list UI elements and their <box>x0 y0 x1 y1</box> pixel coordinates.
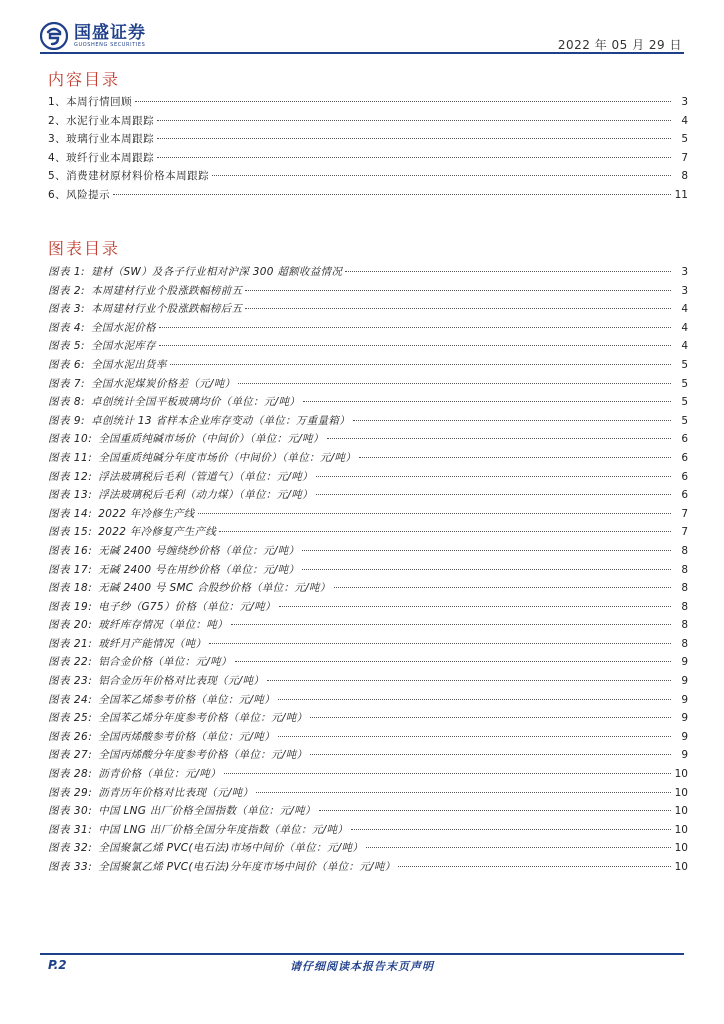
figure-title: 浮法玻璃税后毛利（管道气）（单位：元/吨） <box>98 470 313 483</box>
figure-title: 全国苯乙烯参考价格（单位：元/吨） <box>98 693 275 706</box>
figure-number: 图表 32: <box>48 842 93 855</box>
brand-name-en: GUOSHENG SECURITIES <box>74 41 146 48</box>
figure-entry[interactable] <box>48 673 688 692</box>
figure-number: 图表 13: <box>48 489 93 502</box>
figure-title: 铝合金历年价格对比表现（元/吨） <box>98 675 265 688</box>
figure-entry-label <box>48 394 300 409</box>
toc-entry[interactable] <box>48 94 688 113</box>
figure-entry[interactable] <box>48 301 688 320</box>
dot-leader <box>319 810 671 811</box>
dot-leader <box>245 308 671 309</box>
figure-number: 图表 19: <box>48 600 93 613</box>
figure-entry-label <box>48 301 242 316</box>
figure-entry[interactable] <box>48 692 688 711</box>
figure-number: 图表 16: <box>48 544 93 557</box>
dot-leader <box>135 101 671 102</box>
figure-entry[interactable] <box>48 599 688 618</box>
toc-entry[interactable] <box>48 187 688 206</box>
figure-title: 沥青历年价格对比表现（元/吨） <box>98 786 254 799</box>
figure-entry-label <box>48 840 363 855</box>
figure-entry-page: 7 <box>681 526 688 539</box>
dot-leader <box>159 345 671 346</box>
toc-entry[interactable] <box>48 131 688 150</box>
dot-leader <box>209 643 671 644</box>
figure-number: 图表 29: <box>48 786 93 799</box>
figure-entry[interactable] <box>48 469 688 488</box>
figure-title: 无碱 2400 号 SMC 合股纱价格（单位：元/吨） <box>98 582 331 595</box>
toc-entry[interactable] <box>48 150 688 169</box>
figure-title: 铝合金价格（单位：元/吨） <box>98 656 232 669</box>
dot-leader <box>398 866 671 867</box>
figure-entry-page: 8 <box>681 600 688 613</box>
figure-number: 图表 23: <box>48 675 93 688</box>
brand-name: 国盛证券 <box>74 22 146 43</box>
figure-title: 全国水泥价格 <box>91 321 156 334</box>
figure-entry-label <box>48 264 342 279</box>
dot-leader <box>327 438 671 439</box>
toc-entry-page: 8 <box>681 170 688 183</box>
contents-title: 内容目录 <box>48 70 121 90</box>
figure-entry[interactable] <box>48 822 688 841</box>
footer-disclaimer: 请仔细阅读本报告末页声明 <box>290 960 434 973</box>
figure-entry-page: 10 <box>674 805 688 818</box>
figure-number: 图表 30: <box>48 805 93 818</box>
dot-leader <box>359 457 671 458</box>
dot-leader <box>278 736 671 737</box>
figure-entry-page: 10 <box>674 786 688 799</box>
dot-leader <box>170 364 671 365</box>
figure-title: 2022 年冷修复产生产线 <box>98 526 217 539</box>
figure-title: 卓创统计 13 省样本企业库存变动（单位：万重量箱） <box>91 414 350 427</box>
page-header <box>0 0 724 60</box>
figure-entry-label <box>48 766 221 781</box>
figure-entry-label <box>48 785 253 800</box>
figure-title: 全国重质纯碱分年度市场价（中间价）（单位：元/吨） <box>98 451 357 464</box>
figure-title: 全国丙烯酸参考价格（单位：元/吨） <box>98 730 275 743</box>
figure-entry[interactable] <box>48 506 688 525</box>
dot-leader <box>235 661 671 662</box>
figure-number: 图表 26: <box>48 730 93 743</box>
figure-number: 图表 18: <box>48 582 93 595</box>
dot-leader <box>157 157 671 158</box>
footer-divider <box>40 953 684 955</box>
dot-leader <box>334 587 671 588</box>
dot-leader <box>351 829 671 830</box>
figure-entry-label <box>48 357 167 372</box>
figure-entry[interactable] <box>48 840 688 859</box>
dot-leader <box>310 717 671 718</box>
figure-number: 图表 5: <box>48 340 86 353</box>
figure-entry-label <box>48 729 275 744</box>
figure-entry-page: 7 <box>681 507 688 520</box>
figure-entry-page: 6 <box>681 433 688 446</box>
figure-entry-label <box>48 859 395 874</box>
toc-entry-label: 2、水泥行业本周跟踪 <box>48 114 155 127</box>
figure-title: 玻纤库存情况（单位：吨） <box>98 619 228 632</box>
dot-leader <box>279 606 671 607</box>
figure-entry-page: 5 <box>681 414 688 427</box>
toc-entry-page: 7 <box>681 151 688 164</box>
figure-entry-label <box>48 487 313 502</box>
figure-title: 2022 年冷修生产线 <box>98 507 195 520</box>
figure-number: 图表 3: <box>48 303 86 316</box>
page-number: P.2 <box>48 958 67 972</box>
dot-leader <box>345 271 671 272</box>
toc-entry-page: 11 <box>674 188 688 201</box>
figure-entry-label <box>48 413 350 428</box>
figure-entry-page: 10 <box>674 842 688 855</box>
figure-entry-page: 6 <box>681 489 688 502</box>
figure-entry[interactable] <box>48 710 688 729</box>
figure-entry[interactable] <box>48 562 688 581</box>
figure-number: 图表 9: <box>48 414 86 427</box>
figure-number: 图表 25: <box>48 712 93 725</box>
dot-leader <box>157 138 671 139</box>
dot-leader <box>238 383 671 384</box>
dot-leader <box>353 420 671 421</box>
figure-entry-label <box>48 580 331 595</box>
figure-entry[interactable] <box>48 320 688 339</box>
figure-number: 图表 17: <box>48 563 93 576</box>
figure-number: 图表 1: <box>48 266 86 278</box>
figure-title: 全国水泥库存 <box>91 340 156 353</box>
figure-entry[interactable] <box>48 264 688 283</box>
figure-entry-page: 10 <box>674 823 688 836</box>
figure-entry-page: 8 <box>681 619 688 632</box>
figure-entry-label <box>48 803 316 818</box>
figure-entry-label <box>48 636 206 651</box>
figure-number: 图表 22: <box>48 656 93 669</box>
figure-entry[interactable] <box>48 357 688 376</box>
figures-title: 图表目录 <box>48 239 121 259</box>
figure-entry[interactable] <box>48 487 688 506</box>
guosheng-logo-icon <box>40 22 68 50</box>
dot-leader <box>316 476 671 477</box>
figure-entry[interactable] <box>48 283 688 302</box>
figure-entry-label <box>48 320 156 335</box>
toc-entry[interactable] <box>48 168 688 187</box>
dot-leader <box>310 754 671 755</box>
figure-number: 图表 2: <box>48 284 86 297</box>
figure-entry-page: 4 <box>681 303 688 316</box>
figure-entry[interactable] <box>48 785 688 804</box>
figure-entry[interactable] <box>48 580 688 599</box>
figure-title: 沥青价格（单位：元/吨） <box>98 768 221 781</box>
figure-entry-label <box>48 524 216 539</box>
figure-entry-page: 5 <box>681 358 688 371</box>
dot-leader <box>302 550 671 551</box>
figure-number: 图表 14: <box>48 507 93 520</box>
figure-entry-page: 6 <box>681 470 688 483</box>
dot-leader <box>316 494 671 495</box>
figure-entry-page: 9 <box>681 712 688 725</box>
figure-number: 图表 11: <box>48 451 93 464</box>
figure-entry-page: 8 <box>681 544 688 557</box>
figure-title: 中国 LNG 出厂价格全国分年度指数（单位：元/吨） <box>98 823 349 836</box>
figure-entry-label <box>48 469 313 484</box>
figure-entry-label <box>48 822 348 837</box>
figure-number: 图表 21: <box>48 637 93 650</box>
figure-title: 中国 LNG 出厂价格全国指数（单位：元/吨） <box>98 805 316 818</box>
figure-title: 玻纤月产能情况（吨） <box>98 637 207 650</box>
figure-entry-page: 6 <box>681 451 688 464</box>
figure-entry-label <box>48 431 324 446</box>
figure-entry-page: 8 <box>681 637 688 650</box>
dot-leader <box>366 847 671 848</box>
figure-number: 图表 33: <box>48 861 93 873</box>
dot-leader <box>157 120 671 121</box>
figure-entry[interactable] <box>48 413 688 432</box>
figure-entry-page: 9 <box>681 693 688 706</box>
figure-number: 图表 28: <box>48 768 93 781</box>
figure-title: 电子纱（G75）价格（单位：元/吨） <box>98 600 276 613</box>
figure-entry-label <box>48 654 232 669</box>
figure-entry-page: 5 <box>681 396 688 409</box>
toc-entry-page: 5 <box>681 133 688 146</box>
figure-entry-label <box>48 543 299 558</box>
figure-entry[interactable] <box>48 338 688 357</box>
dot-leader <box>198 513 671 514</box>
figure-entry[interactable] <box>48 859 688 878</box>
dot-leader <box>159 327 671 328</box>
figure-number: 图表 27: <box>48 749 93 762</box>
figure-entry-label <box>48 673 264 688</box>
figure-title: 全国水泥出货率 <box>91 358 167 371</box>
figure-entry-label <box>48 710 307 725</box>
figure-title: 全国重质纯碱市场价（中间价）（单位：元/吨） <box>98 433 324 446</box>
figure-entry-page: 9 <box>681 730 688 743</box>
figure-entry-page: 10 <box>674 861 688 873</box>
figure-entry-label <box>48 747 307 762</box>
figure-title: 本周建材行业个股涨跌幅榜后五 <box>91 303 243 316</box>
figure-entry-label <box>48 450 356 465</box>
figure-entry-label <box>48 506 195 521</box>
figure-entry[interactable] <box>48 450 688 469</box>
dot-leader <box>231 624 671 625</box>
figure-entry[interactable] <box>48 543 688 562</box>
toc-entry-label: 1、本周行情回顾 <box>48 96 133 108</box>
figure-number: 图表 31: <box>48 823 93 836</box>
figure-entry[interactable] <box>48 747 688 766</box>
report-date: 2022 年 05 月 29 日 <box>557 38 682 52</box>
figure-entry[interactable] <box>48 394 688 413</box>
figure-number: 图表 15: <box>48 526 93 539</box>
figure-title: 全国聚氯乙烯 PVC(电石法)分年度市场中间价（单位：元/吨） <box>98 861 396 873</box>
brand-logo <box>40 22 146 50</box>
toc-entry-label: 4、玻纤行业本周跟踪 <box>48 151 155 164</box>
toc-entry[interactable] <box>48 113 688 132</box>
figure-entry-page: 10 <box>674 768 688 781</box>
figure-title: 全国水泥煤炭价格差（元/吨） <box>91 377 236 390</box>
figure-entry[interactable] <box>48 729 688 748</box>
figure-number: 图表 8: <box>48 396 86 409</box>
dot-leader <box>212 175 671 176</box>
contents-list <box>48 94 688 206</box>
figure-title: 全国聚氯乙烯 PVC(电石法)市场中间价（单位：元/吨） <box>98 842 364 855</box>
dot-leader <box>245 290 671 291</box>
figure-number: 图表 24: <box>48 693 93 706</box>
figure-entry[interactable] <box>48 431 688 450</box>
figure-entry-label <box>48 283 242 298</box>
header-divider <box>40 52 684 54</box>
figure-entry-label <box>48 338 156 353</box>
figure-entry-page: 4 <box>681 340 688 353</box>
figure-title: 卓创统计全国平板玻璃均价（单位：元/吨） <box>91 396 301 409</box>
figure-title: 无碱 2400 号缠绕纱价格（单位：元/吨） <box>98 544 300 557</box>
figure-entry-label <box>48 376 235 391</box>
toc-entry-label: 5、消费建材原材料价格本周跟踪 <box>48 170 210 183</box>
figure-number: 图表 7: <box>48 377 86 390</box>
figure-entry-label <box>48 562 299 577</box>
figure-entry[interactable] <box>48 766 688 785</box>
dot-leader <box>219 531 671 532</box>
figure-entry[interactable] <box>48 654 688 673</box>
figure-entry-page: 8 <box>681 582 688 595</box>
figure-number: 图表 4: <box>48 321 86 334</box>
toc-entry-label: 3、玻璃行业本周跟踪 <box>48 133 155 146</box>
figure-entry-label <box>48 617 228 632</box>
figure-number: 图表 20: <box>48 619 93 632</box>
figure-number: 图表 6: <box>48 358 86 371</box>
figure-entry-page: 5 <box>681 377 688 390</box>
figure-number: 图表 12: <box>48 470 93 483</box>
figure-entry-page: 3 <box>681 284 688 297</box>
figure-entry-page: 4 <box>681 321 688 334</box>
figure-entry-page: 9 <box>681 656 688 669</box>
figure-entry[interactable] <box>48 803 688 822</box>
figure-title: 全国丙烯酸分年度参考价格（单位：元/吨） <box>98 749 308 762</box>
dot-leader <box>224 773 671 774</box>
figure-entry-label <box>48 692 275 707</box>
figure-entry-page: 9 <box>681 675 688 688</box>
figure-title: 浮法玻璃税后毛利（动力煤）（单位：元/吨） <box>98 489 313 502</box>
dot-leader <box>303 401 671 402</box>
figure-entry[interactable] <box>48 376 688 395</box>
dot-leader <box>267 680 671 681</box>
figure-number: 图表 10: <box>48 433 93 446</box>
dot-leader <box>302 569 671 570</box>
figure-entry-page: 8 <box>681 563 688 576</box>
toc-entry-page: 4 <box>681 114 688 127</box>
dot-leader <box>113 194 671 195</box>
figure-entry-page: 3 <box>681 266 688 278</box>
figure-entry[interactable] <box>48 617 688 636</box>
figure-entry-page: 9 <box>681 749 688 762</box>
figure-title: 建材（SW）及各子行业相对沪深 300 超额收益情况 <box>91 266 343 278</box>
figure-entry-label <box>48 599 276 614</box>
figure-title: 本周建材行业个股涨跌幅榜前五 <box>91 284 243 297</box>
toc-entry-page: 3 <box>681 96 688 108</box>
figure-entry[interactable] <box>48 524 688 543</box>
dot-leader <box>256 792 671 793</box>
figure-entry[interactable] <box>48 636 688 655</box>
toc-entry-label: 6、风险提示 <box>48 188 111 201</box>
figures-list <box>48 264 688 878</box>
figure-title: 无碱 2400 号在用纱价格（单位：元/吨） <box>98 563 300 576</box>
dot-leader <box>278 699 671 700</box>
figure-title: 全国苯乙烯分年度参考价格（单位：元/吨） <box>98 712 308 725</box>
